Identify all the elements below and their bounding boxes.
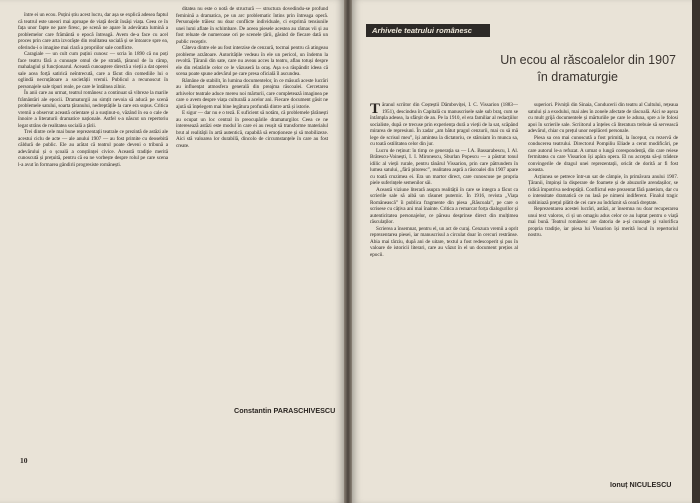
left-page-column-1 xyxy=(18,12,168,452)
drop-cap: T xyxy=(370,102,380,117)
headline-line-1: Un ecou al răscoalelor din 1907 xyxy=(500,53,676,67)
paragraph: Trei dintre cele mai bune reprezentații teatrale ce prezintă de astăzi ale acestui ciclu de acte — ale anului 1907 — au fost primite cu deosebită căldură de public. Ele au arătat că teatrul poate deveni o tribună a adevărului și o școală a conștiinței civice. Această tradiție merită cunoscută și prețuită, pentru că ea ne vorbește despre rolul pe care scena l-a avut în formarea gândirii progresiste românești. xyxy=(18,129,168,168)
paragraph: între ei un ecou. Puțini știu acest lucru, dar așa se explică adesea faptul că teatrul este uneori mai aproape de viață decât însăși viața. Ceea ce în fața unor fapte ne pare firesc, pe scenă ne apare în adevărata lumină a problemelor care frământă o epocă întreagă. Avem de-a face cu acel proces prin care arta izvorăște din realitatea socială și se întoarce spre ea, oferindu-i o imagine mai clară a propriilor sale conflicte. xyxy=(18,12,168,51)
headline-line-2: în dramaturgie xyxy=(537,70,618,84)
paragraph: Câteva dintre ele au fost interzise de cenzură, tocmai pentru că atingeau probleme arzătoare. Autoritățile vedeau în ele un pericol, un îndemn la revoltă. Țăranii din sate, care nu aveau acces la teatru, aflau totuși despre ele din relatările celor ce le văzuseră la oraș. Așa s-a răspândit ideea că scena poate spune adevărul pe care presa oficială îl ascundea. xyxy=(176,45,328,77)
left-page xyxy=(0,0,344,503)
right-page-column-2 xyxy=(528,102,678,476)
paragraph: superiori. Pivniții din Sinaia, Conducerii din teatru al Cultului, rețeaua satului și a exodului, mai ales în zonele afectate de răscoală. Aici se așeza cu mult grijă documentele și mărturiile pe care le aduna, spre a le folosi apoi în scrierile sale. Scriitorul a înțeles că literatura trebuie să servească adevărul, chiar cu prețul unor neplăceri personale. xyxy=(528,102,678,134)
article-headline xyxy=(372,52,676,86)
book-gutter xyxy=(344,0,352,503)
paragraph: Această viziune literară asupra realității în care se integra a făcut ca scrierile sale să aibă un răsunet puternic. În 1916, revista „Viața Românească” îi publica fragmente din piesa „Răscoala”, pe care o scrisese cu câțiva ani mai înainte. Critica a remarcat forța dialogurilor și autenticitatea personajelor, ce păreau desprinse direct din mulțimea răsculaților. xyxy=(370,186,518,225)
paragraph: În anii care au urmat, teatrul românesc a continuat să vibreze la marile frământări ale epocii. Dramaturgii au simțit nevoia să aducă pe scenă problemele satului, soarta țăranului, nedreptățile la care era supus. Critica vremii a observat această orientare și a susținut-o, văzând în ea o cale de înnoire a literaturii dramatice naționale. Astfel s-a născut un repertoriu legat strâns de realitatea socială a țării. xyxy=(18,90,168,129)
paragraph: E sigur — dar nu e o teză. E suficient să notăm, că problemele țărănești au ocupat un loc central în preocupările dramaturgilor. Ceea ce ne interesează astăzi este modul în care ei au reușit să transforme materialul brut al realității în artă autentică, capabilă să emoționeze și să mobilizeze. Aici stă valoarea lor durabilă, dincolo de circumstanțele în care au fost create. xyxy=(176,110,328,149)
paragraph-text: ăranul scriitor din Coșteștii Dâmboviței, I. C. Vissarion (1883—1951), descindea în Capitală cu manuscrisele sale sub braț, cum se întâmpla adesea, la sfârșit de an. Pe la 1910, el era familiar al redacțiilor socialiste, după ce trecuse prin experiența dură a vieții de la sat, scăpând mirarea de represiuni. În zadar „am bătut pragul cenzurii, mai cu să mă lege de scrisul meu”, își amintea la dictatoriu, ce stăruiam în munca sa, cu toată ostilitatea celor din jur. xyxy=(370,102,518,147)
paragraph: Piesa sa cea mai cunoscută a fost primită, la început, cu rezervă de conducerea teatrului. Directorul Pompiliu Eliade a cerut modificări, pe care autorul le-a refuzat. A urmat o lungă corespondență, din care reiese fermitatea cu care Vissarion își apăra opera. El nu accepta să-și trădeze convingerile de dragul unei reprezentații, oricât de dorită ar fi fost aceasta. xyxy=(528,134,678,173)
paragraph: Rămâne de stabilit, în lumina documentelor, în ce măsură aceste lucrări au influențat atmosfera generală din preajma răscoalei. Cercetarea arhivelor teatrale aduce mereu noi mărturii, care completează imaginea pe care o avem despre viața culturală a acelor ani. Fiecare document găsit ne ajută să înțelegem mai bine legătura profundă dintre artă și istorie. xyxy=(176,77,328,110)
paragraph: Lucru de reținut: în timp ce generația sa — I.A. Bassarabescu, I. Al. Brătescu-Voinești, I. I. Mironescu, Sburlan Popescu — a păstrat tonul idilic al vieții rurale, pentru tânărul Vissarion, prin care pătrundem în lumea satului, „fără pitoresc”, realitatea aspră a răscoalei din 1907 apare cu toată cruzimea ei. Era un martor direct, care cunoscuse pe propria piele suferințele semenilor săi. xyxy=(370,147,518,186)
paragraph xyxy=(370,102,518,148)
right-page-column-1 xyxy=(370,102,518,490)
paragraph: Caragiale — un cult cum puțini cunosc — scria în 1890 că nu poți face teatru fără a cunoaște omul de pe stradă, țăranul de la câmp, mahalagiul și funcționarul. Această cunoaștere directă a vieții a dat operei sale acea forță satirică neîntrecută, care a făcut din comediile lui o oglindă necruțătoare a societății vremii. Publicul a recunoscut în personajele sale tipuri reale, pe care le întâlnea zilnic. xyxy=(18,51,168,90)
right-page xyxy=(352,0,692,503)
paragraph: Acțiunea se petrece într-un sat de câmpie, în primăvara anului 1907. Țăranii, împinși la disperare de foamete și de abuzurile arendașilor, se ridică împotriva nedreptății. Conflictul este prezentat fără patetism, dar cu o intensitate dramatică ce nu lasă pe nimeni indiferent. Finalul tragic subliniază prețul plătit de cei care au îndrăznit să ceară dreptate. xyxy=(528,173,678,206)
paragraph: Reprezentarea acestei lucrări, astăzi, ar însemna nu doar recuperarea unui text valoros, ci și un omagiu adus celor ce au luptat pentru o viață mai bună. Teatrul românesc are datoria de a-și cunoaște și valorifica propria tradiție, iar piesa lui Vissarion își merită locul în repertoriul nostru. xyxy=(528,206,678,238)
section-label: Arhivele teatrului românesc xyxy=(366,24,490,37)
page-number: 10 xyxy=(20,456,28,465)
right-page-author-signature: Ionuț NICULESCU xyxy=(610,480,672,489)
paragraph: ditatea nu este o notă de structură — structura dovedindu-se profund feminină a dramatica, pe un arc problematic întins prin întreaga operă. Personajele trăiesc nu doar conflicte individuale, ci exprimă tensiunile unei lumi aflate în schimbare. De aceea piesele acestea au rămas vii și au fost reluate de numeroase ori pe scenele țării, găsind de fiecare dată un public receptiv. xyxy=(176,6,328,45)
left-page-author-signature: Constantin PARASCHIVESCU xyxy=(234,406,336,415)
paragraph: Scrierea a însemnat, pentru el, un act de curaj. Cenzura vremii a oprit reprezentarea piesei, iar manuscrisul a circulat doar în cercuri restrânse. Abia mai târziu, după ani de uitare, textul a fost redescoperit și pus în valoare de istoricii literari, care au văzut în el un document prețios al epocii. xyxy=(370,225,518,258)
left-page-column-2 xyxy=(176,6,328,402)
